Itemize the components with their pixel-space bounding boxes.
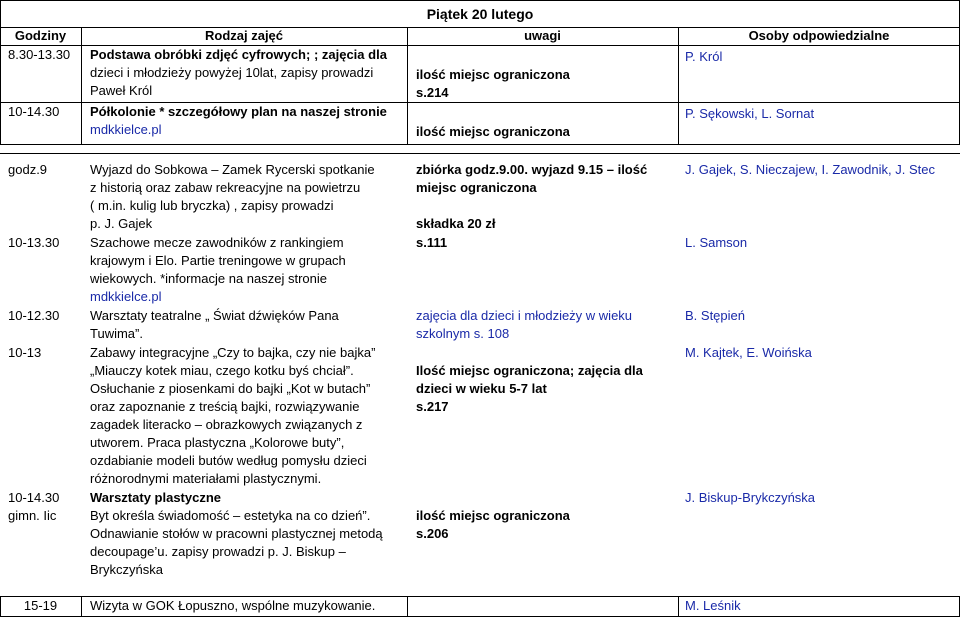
row-time: 8.30-13.30 — [8, 47, 71, 62]
row-note-line: ilość miejsc ograniczona — [416, 508, 570, 523]
col-header-hours: Godziny — [14, 28, 67, 43]
row-responsible: J. Biskup-Brykczyńska — [685, 490, 816, 505]
row-desc-line: Półkolonie * szczegółowy plan na naszej stronie — [90, 104, 387, 119]
row-responsible: P. Król — [685, 49, 723, 64]
row-time: 15-19 — [23, 598, 58, 613]
row-note-line: s.111 — [416, 235, 448, 250]
day-title: Piątek 20 lutego — [426, 6, 534, 22]
row-responsible: M. Kajtek, E. Woińska — [685, 345, 812, 360]
col-header-responsible: Osoby odpowiedzialne — [748, 28, 890, 43]
row-desc-line: Zabawy integracyjne „Czy to bajka, czy nie bajka” — [90, 345, 376, 360]
row-desc-line: ( m.in. kulig lub bryczka) , zapisy prowadzi — [90, 198, 334, 213]
website-link[interactable]: mdkkielce.pl — [90, 289, 162, 304]
row-time: 10-14.30 — [8, 104, 60, 119]
row-desc-line: utworem. Praca plastyczna „Kolorowe buty”, — [90, 435, 345, 450]
row-desc-line: Szachowe mecze zawodników z rankingiem — [90, 235, 344, 250]
row-note-line: szkolnym s. 108 — [416, 326, 510, 341]
divider — [81, 596, 82, 617]
row-time: godz.9 — [8, 162, 48, 177]
row-note-line: dzieci w wieku 5-7 lat — [416, 381, 547, 396]
row-desc-line: Byt określa świadomość – estetyka na co dzień”. — [90, 508, 371, 523]
col-header-type: Rodzaj zajęć — [204, 28, 284, 43]
row-note-line: s.214 — [416, 85, 449, 100]
row-note-line: składka 20 zł — [416, 216, 496, 231]
row-desc-line: dzieci i młodzieży powyżej 10lat, zapisy prowadzi — [90, 65, 374, 80]
row-desc-line: Odnawianie stołów w pracowni plastycznej metodą — [90, 526, 383, 541]
row-responsible: B. Stępień — [685, 308, 745, 323]
row-desc-line: zagadek literacko – obrazkowych związanych z — [90, 417, 363, 432]
row-desc-line: p. J. Gajek — [90, 216, 153, 231]
row-desc-line: Wizyta w GOK Łopuszno, wspólne muzykowanie. — [90, 598, 376, 613]
row-time: 10-14.30 — [8, 490, 60, 505]
row-responsible: P. Sękowski, L. Sornat — [685, 106, 815, 121]
row-desc-line: krajowym i Elo. Partie treningowe w grupach — [90, 253, 346, 268]
row-responsible: L. Samson — [685, 235, 748, 250]
row-desc-line: Osłuchanie z piosenkami do bajki „Kot w butach” — [90, 381, 371, 396]
row-time: 10-13.30 — [8, 235, 60, 250]
row-note-line: miejsc ograniczona — [416, 180, 537, 195]
divider — [678, 596, 679, 617]
row-time: 10-12.30 — [8, 308, 60, 323]
row-desc-line: Brykczyńska — [90, 562, 163, 577]
row-desc-line: oraz zapoznanie z treścią bajki, rozwiązywanie — [90, 399, 360, 414]
row-desc-line: Warsztaty plastyczne — [90, 490, 222, 505]
row-desc-line: Tuwima”. — [90, 326, 143, 341]
row-responsible: J. Gajek, S. Nieczajew, I. Zawodnik, J. Stec — [685, 162, 935, 177]
row-desc-line: wiekowych. *informacje na naszej stronie — [90, 271, 327, 286]
row-time: 10-13 — [8, 345, 42, 360]
divider — [407, 596, 408, 617]
row-desc-line: z historią oraz zabaw rekreacyjne na powietrzu — [90, 180, 361, 195]
row-note-line: zbiórka godz.9.00. wyjazd 9.15 – ilość — [416, 162, 648, 177]
row-desc-line: Wyjazd do Sobkowa – Zamek Rycerski spotkanie — [90, 162, 375, 177]
row-note-line: Ilość miejsc ograniczona; zajęcia dla — [416, 363, 643, 378]
row-responsible: M. Leśnik — [685, 598, 741, 613]
row-desc-line: ozdabianie modeli butów według pomysłu dzieci — [90, 453, 367, 468]
row-desc-line: „Miauczy kotek miau, czego kotku byś chciał”. — [90, 363, 354, 378]
border-top — [0, 0, 960, 1]
row-desc-line: Paweł Król — [90, 83, 153, 98]
row-note-line: s.217 — [416, 399, 449, 414]
row-note-line: ilość miejsc ograniczona — [416, 124, 570, 139]
row-desc-line: decoupage’u. zapisy prowadzi p. J. Biskup – — [90, 544, 346, 559]
row-desc-line: Podstawa obróbki zdjęć cyfrowych; ; zajęcia dla — [90, 47, 387, 62]
divider — [0, 144, 960, 145]
row-time-room: gimn. Iic — [8, 508, 57, 523]
row-desc-line: różnorodnymi materiałami plastycznymi. — [90, 471, 322, 486]
row-note-line: ilość miejsc ograniczona — [416, 67, 570, 82]
divider — [0, 153, 960, 154]
col-header-notes: uwagi — [524, 28, 561, 43]
row-note-line: zajęcia dla dzieci i młodzieży w wieku — [416, 308, 633, 323]
website-link[interactable]: mdkkielce.pl — [90, 122, 162, 137]
row-desc-line: Warsztaty teatralne „ Świat dźwięków Pana — [90, 308, 339, 323]
row-note-line: s.206 — [416, 526, 449, 541]
